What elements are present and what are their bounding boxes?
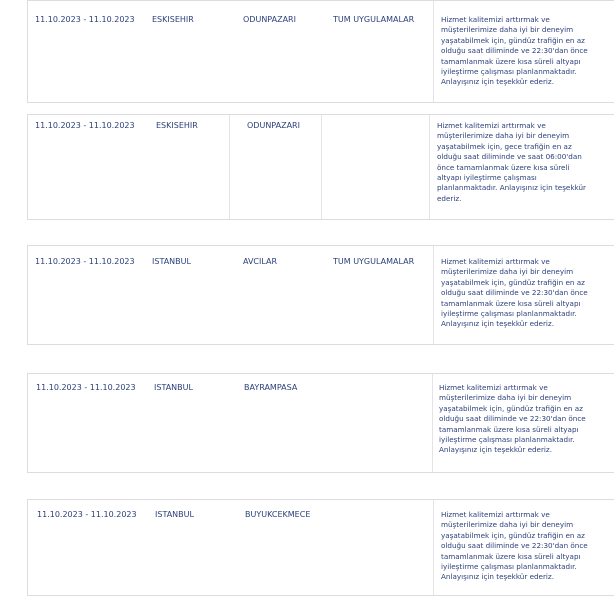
district: ODUNPAZARI — [247, 121, 300, 130]
date-range: 11.10.2023 - 11.10.2023 — [35, 257, 135, 266]
district: BAYRAMPASA — [244, 383, 298, 392]
column-divider — [433, 1, 434, 102]
applications: TUM UYGULAMALAR — [333, 15, 415, 24]
date-range: 11.10.2023 - 11.10.2023 — [37, 510, 137, 519]
column-divider — [429, 115, 430, 219]
column-divider — [433, 500, 434, 595]
maintenance-row — [27, 245, 614, 345]
description: Hizmet kalitemizi arttırmak ve müşterilerimize daha iyi bir deneyim yaşatabilmek için, gündüz trafiğin en az olduğu saat diliminde ve 22:30'dan önce tamamlanmak üzere kısa süreli altyapı iyileştirme çalışması planlanmaktadır. Anlayışınız için teşekkür ederiz. — [441, 257, 588, 329]
city: ESKISEHIR — [156, 121, 198, 130]
column-divider — [433, 246, 434, 344]
description: Hizmet kalitemizi arttırmak ve müşterilerimize daha iyi bir deneyim yaşatabilmek için, gündüz trafiğin en az olduğu saat diliminde ve 22:30'dan önce tamamlanmak üzere kısa süreli altyapı iyileştirme çalışması planlanmaktadır. Anlayışınız için teşekkür ederiz. — [441, 15, 588, 87]
city: ESKISEHIR — [152, 15, 194, 24]
date-range: 11.10.2023 - 11.10.2023 — [36, 383, 136, 392]
description: Hizmet kalitemizi arttırmak ve müşterilerimize daha iyi bir deneyim yaşatabilmek için, gündüz trafiğin en az olduğu saat diliminde ve 22:30'dan önce tamamlanmak üzere kısa süreli altyapı iyileştirme çalışması planlanmaktadır. Anlayışınız için teşekkür ederiz. — [439, 383, 586, 455]
column-divider — [229, 115, 230, 219]
applications: TUM UYGULAMALAR — [333, 257, 415, 266]
column-divider — [321, 115, 322, 219]
date-range: 11.10.2023 - 11.10.2023 — [35, 121, 135, 130]
maintenance-row — [27, 499, 614, 596]
date-range: 11.10.2023 - 11.10.2023 — [35, 15, 135, 24]
district: AVCILAR — [243, 257, 278, 266]
maintenance-row — [27, 114, 614, 220]
maintenance-row — [27, 0, 614, 103]
city: ISTANBUL — [152, 257, 191, 266]
district: BUYUKCEKMECE — [245, 510, 311, 519]
city: ISTANBUL — [154, 383, 193, 392]
city: ISTANBUL — [155, 510, 194, 519]
maintenance-row — [27, 373, 614, 473]
district: ODUNPAZARI — [243, 15, 296, 24]
description: Hizmet kalitemizi arttırmak ve müşterilerimize daha iyi bir deneyim yaşatabilmek için, gündüz trafiğin en az olduğu saat diliminde ve 22:30'dan önce tamamlanmak üzere kısa süreli altyapı iyileştirme çalışması planlanmaktadır. Anlayışınız için teşekkür ederiz. — [441, 510, 588, 582]
column-divider — [432, 374, 433, 472]
description: Hizmet kalitemizi arttırmak ve müşterilerimize daha iyi bir deneyim yaşatabilmek için, gece trafiğin en az olduğu saat diliminde ve saat 06:00'dan önce tamamlanmak üzere kısa süreli altyapı iyileştirme çalışması planlanmaktadır. Anlayışınız için teşekkür ederiz. — [437, 121, 586, 203]
